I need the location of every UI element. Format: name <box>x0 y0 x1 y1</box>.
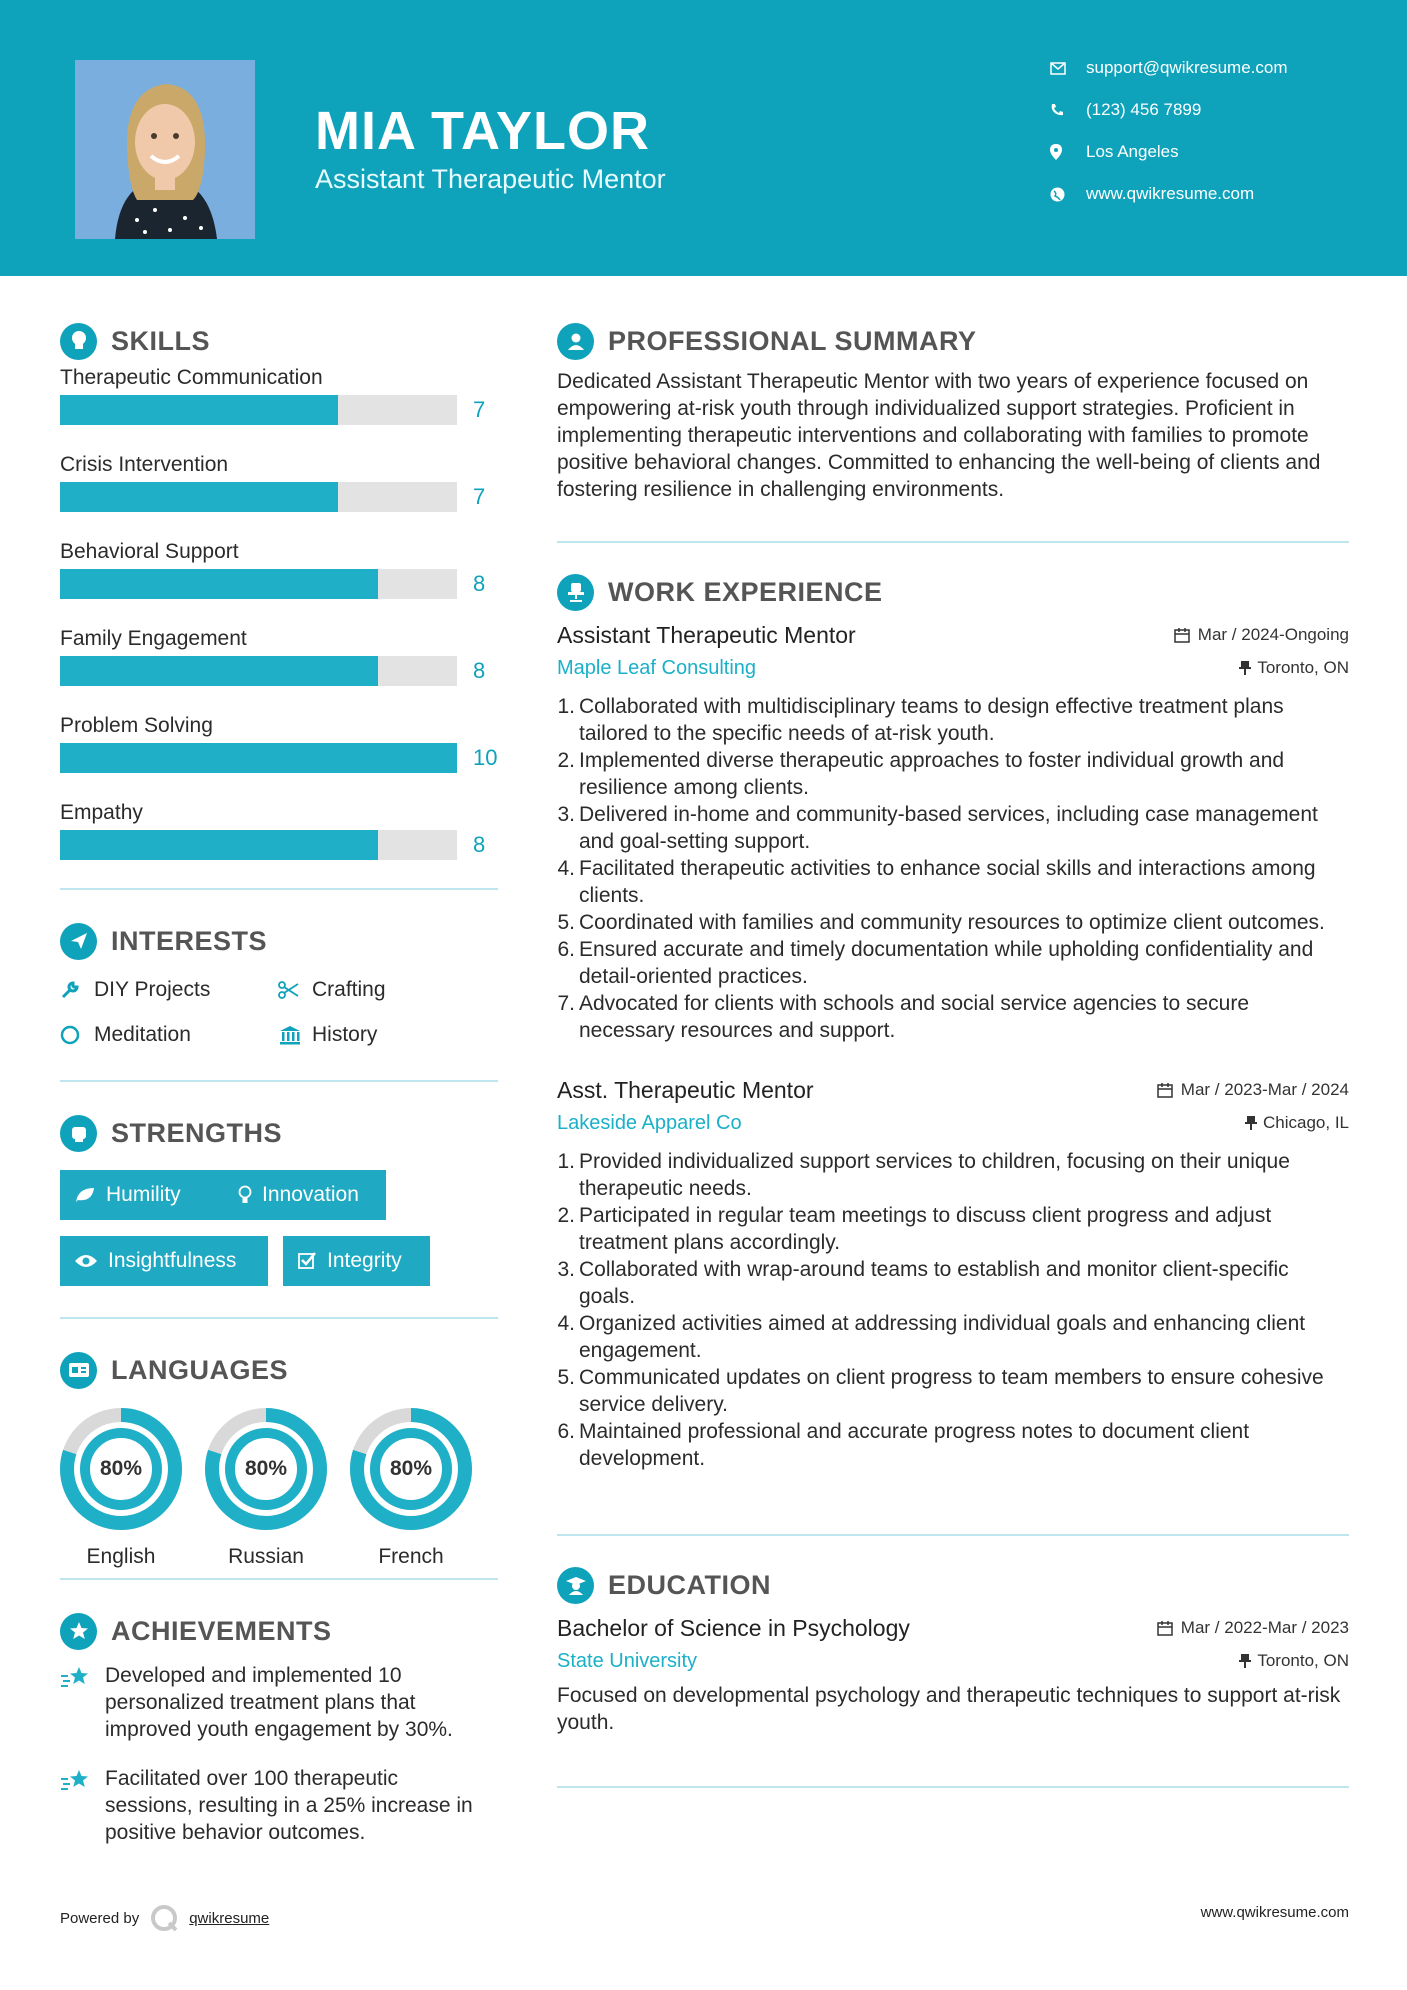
education-dates: Mar / 2022-Mar / 2023 <box>1157 1618 1349 1638</box>
achievements-heading: ACHIEVEMENTS <box>60 1610 498 1652</box>
list-item: 7. Advocated for clients with schools and social service agencies to secure necessary resources and support. <box>557 992 1250 1042</box>
language-percent: 80% <box>244 1457 288 1480</box>
achievement-item: Developed and implemented 10 personalized treatment plans that improved youth engagement by 30%. <box>60 1662 498 1743</box>
job-title: Assistant Therapeutic Mentor <box>557 621 856 648</box>
skill-bar <box>60 656 457 686</box>
interest-item: DIY Projects <box>60 978 210 1002</box>
eye-icon <box>74 1253 98 1269</box>
right-column <box>557 320 1349 1788</box>
phone-icon <box>1050 103 1086 117</box>
skill-bar <box>60 830 457 860</box>
job-entry <box>557 1074 1349 1472</box>
skill-name: Therapeutic Communication <box>60 366 323 389</box>
list-item: 4. Organized activities aimed at addressing individual goals and enhancing client engagement. <box>557 1312 1306 1362</box>
section-divider <box>60 1578 498 1580</box>
school-name: State University <box>557 1649 698 1672</box>
skill-bar-fill <box>60 482 338 512</box>
circle-icon <box>60 1025 94 1045</box>
job-bullets <box>557 1148 1349 1472</box>
qwikresume-logo-icon <box>149 1903 179 1933</box>
job-dates: Mar / 2023-Mar / 2024 <box>1157 1080 1349 1100</box>
skill-bar <box>60 482 457 512</box>
strengths-list <box>60 1154 498 1309</box>
skills-list <box>60 366 498 861</box>
skill-item <box>60 366 498 426</box>
skill-name: Problem Solving <box>60 714 213 737</box>
skill-name: Empathy <box>60 801 143 824</box>
list-item: 1. Provided individualized support services to children, focusing on their unique therapeutic needs. <box>557 1150 1290 1200</box>
job-location: Toronto, ON <box>1239 658 1349 678</box>
globe-icon <box>1050 187 1086 202</box>
paper-plane-icon <box>60 923 97 960</box>
wrench-icon <box>60 980 94 1000</box>
languages-heading: LANGUAGES <box>60 1349 498 1391</box>
job-entry <box>557 619 1349 1044</box>
calendar-icon <box>1157 1620 1173 1636</box>
section-divider <box>557 1534 1349 1536</box>
skill-score: 7 <box>473 397 486 422</box>
location-pin-icon <box>1050 144 1086 160</box>
strength-tag: Insightfulness <box>60 1236 268 1286</box>
calendar-icon <box>1174 627 1190 643</box>
list-item: 1. Collaborated with multidisciplinary teams to design effective treatment plans tailored to the specific needs of at-risk youth. <box>557 695 1284 745</box>
list-item: 2. Implemented diverse therapeutic approaches to foster individual growth and resilience among clients. <box>557 749 1285 799</box>
section-divider <box>60 888 498 890</box>
pushpin-icon <box>1245 1115 1257 1131</box>
language-name: Russian <box>228 1545 304 1568</box>
languages-list <box>60 1391 498 1566</box>
email-icon <box>1050 62 1086 75</box>
interest-item: History <box>278 1023 377 1047</box>
achievement-item: Facilitated over 100 therapeutic sessions, resulting in a 25% increase in positive behavior outcomes. <box>60 1765 498 1846</box>
interest-item: Meditation <box>60 1023 191 1047</box>
footer-website[interactable]: www.qwikresume.com <box>1200 1904 1349 1921</box>
leaf-icon <box>74 1186 96 1204</box>
skill-bar-fill <box>60 743 457 773</box>
language-percent: 80% <box>99 1457 143 1480</box>
strength-tag: Innovation <box>224 1170 386 1220</box>
skill-item <box>60 627 498 687</box>
skill-score: 7 <box>473 484 486 509</box>
pushpin-icon <box>1239 1653 1251 1669</box>
shooting-star-icon <box>60 1662 105 1743</box>
calendar-icon <box>1157 1082 1173 1098</box>
education-entry <box>557 1612 1349 1736</box>
list-item: 4. Facilitated therapeutic activities to enhance social skills and interactions among clients. <box>557 857 1316 907</box>
job-bullets <box>557 693 1349 1044</box>
skill-bar-fill <box>60 830 378 860</box>
language-card-icon <box>60 1352 97 1389</box>
interest-item: Crafting <box>278 978 386 1002</box>
list-item: 2. Participated in regular team meetings to discuss client progress and adjust treatment plans accordingly. <box>557 1204 1272 1254</box>
lightbulb-icon <box>60 323 97 360</box>
section-divider <box>557 1786 1349 1788</box>
contact-phone[interactable]: (123) 456 7899 <box>1050 100 1201 120</box>
left-column <box>60 320 498 1868</box>
powered-by[interactable]: Powered by qwikresume <box>60 1903 269 1933</box>
skill-item <box>60 801 498 861</box>
interests-heading: INTERESTS <box>60 920 498 962</box>
scissors-icon <box>278 981 312 999</box>
education-heading: EDUCATION <box>557 1564 1349 1606</box>
fist-icon <box>60 1115 97 1152</box>
skill-bar <box>60 569 457 599</box>
graduate-icon <box>557 1567 594 1604</box>
skill-bar-fill <box>60 569 378 599</box>
skill-name: Behavioral Support <box>60 540 239 563</box>
checkbox-icon <box>297 1251 317 1271</box>
summary-heading: PROFESSIONAL SUMMARY <box>557 320 1349 362</box>
interests-list <box>60 962 498 1072</box>
degree-title: Bachelor of Science in Psychology <box>557 1614 910 1641</box>
education-location: Toronto, ON <box>1239 1651 1349 1671</box>
museum-icon <box>278 1025 312 1045</box>
shooting-star-icon <box>60 1765 105 1846</box>
job-company: Lakeside Apparel Co <box>557 1111 742 1134</box>
language-name: English <box>86 1545 156 1568</box>
summary-text: Dedicated Assistant Therapeutic Mentor with two years of experience focused on empowering at-risk youth through individualized support strategies. Proficient in implementing therapeutic interventions and collaborating with families to promote positive behavioral changes. Committed to enhancing the well-being of clients and fostering resilience in challenging environments. <box>557 370 1321 501</box>
list-item: 5. Coordinated with families and community resources to optimize client outcomes. <box>557 911 1325 934</box>
skill-score: 8 <box>473 832 486 857</box>
strengths-heading: STRENGTHS <box>60 1112 498 1154</box>
section-divider <box>557 541 1349 543</box>
lightbulb-icon <box>238 1185 252 1205</box>
office-chair-icon <box>557 574 594 611</box>
skill-score: 8 <box>473 571 486 596</box>
education-text: Focused on developmental psychology and therapeutic techniques to support at-risk youth. <box>557 1684 1341 1734</box>
job-location: Chicago, IL <box>1245 1113 1349 1133</box>
contact-email[interactable]: support@qwikresume.com <box>1050 58 1288 78</box>
skill-score: 8 <box>473 658 486 683</box>
star-badge-icon <box>60 1613 97 1650</box>
language-item <box>59 1407 183 1569</box>
resume-header <box>0 0 1407 276</box>
contact-location: Los Angeles <box>1050 142 1179 162</box>
candidate-name: MIA TAYLOR <box>315 101 651 161</box>
candidate-title: Assistant Therapeutic Mentor <box>315 164 666 194</box>
skills-heading: SKILLS <box>60 320 498 362</box>
section-divider <box>60 1080 498 1082</box>
achievements-list <box>60 1662 498 1846</box>
pushpin-icon <box>1239 660 1251 676</box>
skill-item <box>60 714 498 774</box>
skill-bar-fill <box>60 395 338 425</box>
job-dates: Mar / 2024-Ongoing <box>1174 625 1349 645</box>
profile-photo <box>75 60 255 239</box>
skill-item <box>60 453 498 513</box>
strength-tag: Humility <box>60 1170 224 1220</box>
skill-name: Crisis Intervention <box>60 453 229 476</box>
language-name: French <box>378 1545 444 1568</box>
experience-heading: WORK EXPERIENCE <box>557 571 1349 613</box>
user-icon <box>557 323 594 360</box>
list-item: 3. Delivered in-home and community-based services, including case management and goal-setting support. <box>557 803 1318 853</box>
language-percent: 80% <box>389 1457 433 1480</box>
list-item: 6. Maintained professional and accurate progress notes to document client development. <box>557 1420 1250 1470</box>
job-title: Asst. Therapeutic Mentor <box>557 1076 814 1103</box>
section-divider <box>60 1317 498 1319</box>
contact-website[interactable]: www.qwikresume.com <box>1050 184 1254 204</box>
list-item: 5. Communicated updates on client progress to team members to ensure cohesive service delivery. <box>557 1366 1324 1416</box>
language-item <box>349 1407 473 1569</box>
list-item: 6. Ensured accurate and timely documentation while upholding confidentiality and detail-oriented practices. <box>557 938 1314 988</box>
skill-name: Family Engagement <box>60 627 247 650</box>
strength-tag: Integrity <box>283 1236 430 1286</box>
skill-bar <box>60 395 457 425</box>
list-item: 3. Collaborated with wrap-around teams to establish and monitor client-specific goals. <box>557 1258 1289 1308</box>
job-company: Maple Leaf Consulting <box>557 656 757 679</box>
skill-item <box>60 540 498 600</box>
language-item <box>204 1407 328 1569</box>
skill-bar <box>60 743 457 773</box>
skill-bar-fill <box>60 656 378 686</box>
skill-score: 10 <box>473 745 498 770</box>
